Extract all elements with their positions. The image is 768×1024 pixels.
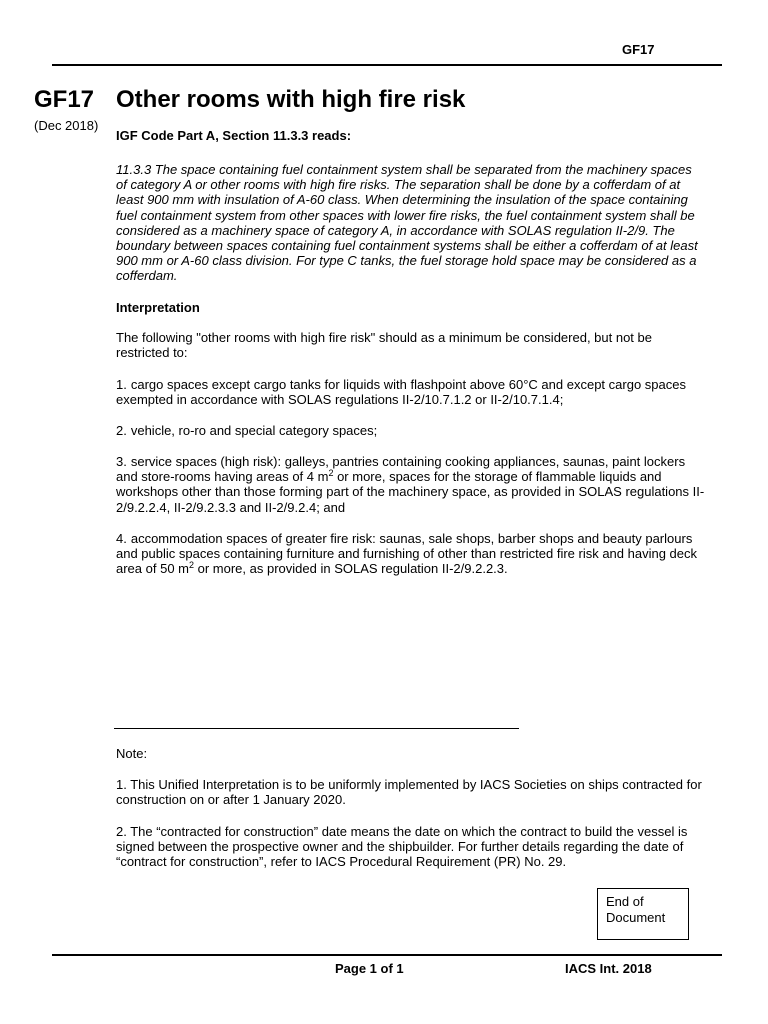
footnote-divider [114, 728, 519, 729]
list-item [116, 531, 706, 577]
interpretation-heading: Interpretation [116, 300, 200, 315]
list-item-text: accommodation spaces of greater fire risk: saunas, sale shops, barber shops and beauty parlours and public spaces containing furniture and furnishing of other than restricted fire risk and having deck area of 50 m [116, 531, 698, 577]
superscript: 2 [328, 468, 334, 479]
list-item-text: vehicle, ro-ro and special category spaces; [130, 423, 378, 438]
page-title: Other rooms with high fire risk [116, 86, 466, 113]
interpretation-date: (Dec 2018) [34, 118, 99, 133]
footer-rule [52, 954, 722, 956]
source-heading: IGF Code Part A, Section 11.3.3 reads: [116, 128, 352, 143]
end-of-document-box [597, 888, 689, 940]
superscript: 2 [189, 560, 195, 571]
interpretation-intro: The following "other rooms with high fire risk" should as a minimum be considered, but not be restricted to: [116, 330, 652, 361]
list-item-number: 2. [116, 423, 127, 438]
end-of-document-line1: End of [606, 894, 644, 909]
list-item-number: 3. [116, 454, 127, 469]
list-item-text: service spaces (high risk): galleys, pantries containing cooking appliances, saunas, paint lockers and store-rooms having areas of 4 m [116, 454, 686, 485]
list-item [116, 423, 706, 438]
header-rule [52, 64, 722, 66]
list-item-text-cont: or more, spaces for the storage of flammable liquids and workshops other than those forming part of the machinery space, as provided in SOLAS regulations II-2/9.2.2.4, II-2/9.2.3.3 and II-2/9.2.4; and [116, 469, 705, 515]
quoted-regulation: 11.3.3 The space containing fuel containment system shall be separated from the machinery spaces of category A or other rooms with high fire risks. The separation shall be done by a cofferdam of at least 900 mm with insulation of A-60 class. When determining the insulation of the space containing fuel containment system from other spaces with lower fire risks, the fuel containment system shall be considered as a machinery space of category A, in accordance with SOLAS regulation II-2/9. The boundary between spaces containing fuel containment systems shall be either a cofferdam of at least 900 mm or A-60 class division. For type C tanks, the fuel storage hold space may be considered as a cofferdam. [116, 162, 698, 284]
list-item-text: cargo spaces except cargo tanks for liquids with flashpoint above 60°C and except cargo spaces exempted in accordance with SOLAS regulations II-2/10.7.1.2 or II-2/10.7.1.4; [116, 377, 686, 408]
note-item: 2. The “contracted for construction” date means the date on which the contract to build the vessel is signed between the prospective owner and the shipbuilder. For further details regarding the date of “contract for construction”, refer to IACS Procedural Requirement (PR) No. 29. [116, 824, 688, 870]
list-item-number: 1. [116, 377, 127, 392]
list-item [116, 454, 706, 515]
page-number: Page 1 of 1 [335, 961, 404, 976]
list-item [116, 377, 706, 407]
footer-doc-id: IACS Int. 2018 [565, 961, 652, 976]
list-item-number: 4. [116, 531, 127, 546]
list-item-text-cont: or more, as provided in SOLAS regulation II-2/9.2.2.3. [194, 561, 508, 577]
header-code: GF17 [622, 42, 655, 57]
note-item: 1. This Unified Interpretation is to be uniformly implemented by IACS Societies on ships contracted for construction on or after 1 January 2020. [116, 777, 702, 808]
end-of-document-line2: Document [606, 909, 666, 925]
interpretation-code: GF17 [34, 86, 95, 113]
note-label: Note: [116, 746, 148, 761]
